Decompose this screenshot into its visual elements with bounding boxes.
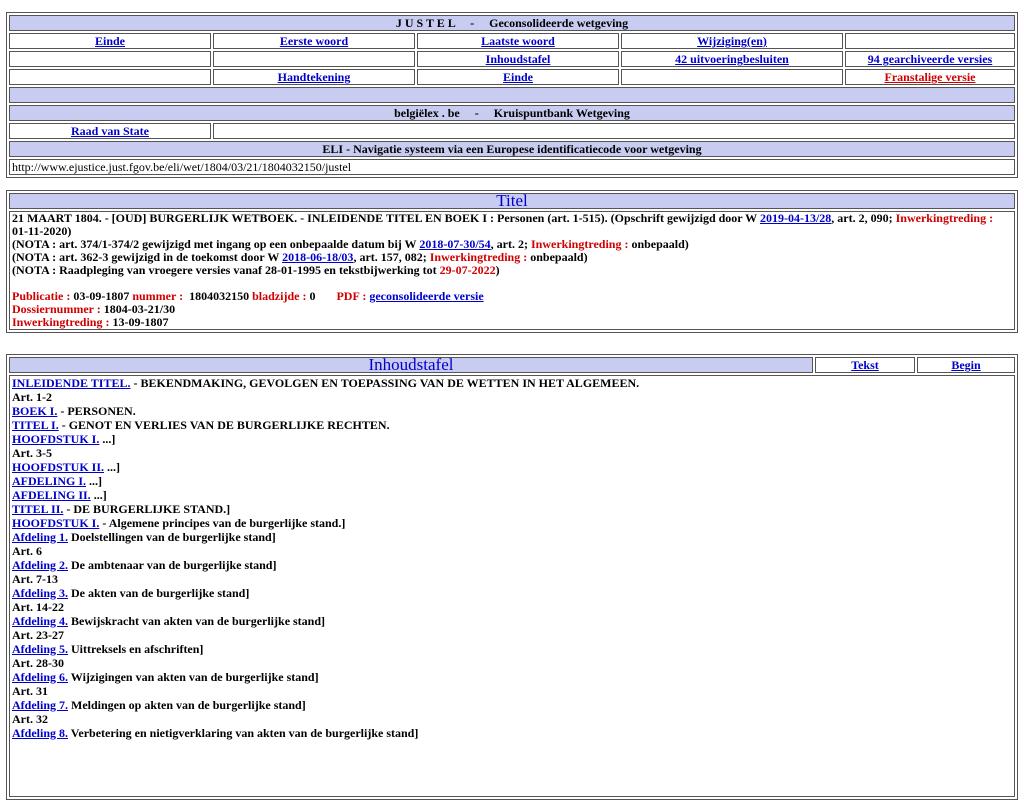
inwerkingtreding-label: Inwerkingtreding : bbox=[895, 211, 994, 225]
inwerkingtreding-label-2: Inwerkingtreding : bbox=[12, 315, 110, 329]
toc-item bbox=[12, 432, 1012, 446]
nav-laatste-woord[interactable]: Laatste woord bbox=[481, 34, 555, 48]
toc-item-text: De akten van de burgerlijke stand] bbox=[68, 586, 250, 600]
toc-item-link[interactable]: TITEL I. bbox=[12, 418, 59, 432]
nav-empty-cell bbox=[621, 69, 843, 85]
toc-article-range: Art. 14-22 bbox=[12, 600, 64, 614]
nav-einde[interactable]: Einde bbox=[94, 34, 125, 48]
toc-item-link[interactable]: AFDELING I. bbox=[12, 474, 87, 488]
toc-item bbox=[12, 488, 1012, 502]
nota3-date: 29-07-2022 bbox=[439, 263, 496, 277]
toc-item-text: ...] bbox=[86, 474, 103, 488]
toc-item-link[interactable]: Afdeling 4. bbox=[12, 614, 69, 628]
toc-article-range: Art. 28-30 bbox=[12, 656, 64, 670]
spacer-bar bbox=[9, 87, 1015, 103]
bladzijde-value: 0 bbox=[309, 289, 316, 303]
nav-eerste-woord[interactable]: Eerste woord bbox=[279, 34, 349, 48]
toc-item-text: Meldingen op akten van de burgerlijke stand] bbox=[68, 698, 306, 712]
publicatie-value: 03-09-1807 bbox=[73, 289, 130, 303]
toc-item-link[interactable]: Afdeling 2. bbox=[12, 558, 69, 572]
toc-item bbox=[12, 516, 1012, 530]
nota3-b: ) bbox=[495, 263, 500, 277]
toc-item bbox=[12, 530, 1012, 544]
titel-line1: 21 MAART 1804. - [OUD] BURGERLIJK WETBOEK. - INLEIDENDE TITEL EN BOEK I : Personen (art. 1-515). (Opschrift gewijzigd door W bbox=[12, 211, 757, 225]
nota1-b: , art. 2; bbox=[490, 237, 528, 251]
link-2018-07-30-54[interactable]: 2018-07-30/54 bbox=[419, 237, 491, 251]
toc-item bbox=[12, 586, 1012, 600]
nav-einde-2[interactable]: Einde bbox=[502, 70, 533, 84]
toc-item-link[interactable]: HOOFDSTUK II. bbox=[12, 460, 105, 474]
nav-empty-cell bbox=[845, 33, 1015, 49]
nav-empty-cell bbox=[9, 69, 211, 85]
nav-handtekening[interactable]: Handtekening bbox=[277, 70, 351, 84]
nota1-c: onbepaald) bbox=[631, 237, 689, 251]
toc-item-link[interactable]: HOOFDSTUK I. bbox=[12, 432, 100, 446]
bladzijde-label: bladzijde : bbox=[252, 289, 307, 303]
toc-item-link[interactable]: Afdeling 3. bbox=[12, 586, 69, 600]
nav-row-3 bbox=[9, 69, 1015, 85]
toc-item bbox=[12, 460, 1012, 474]
nav-row-1 bbox=[9, 33, 1015, 49]
toc-article-range: Art. 31 bbox=[12, 684, 48, 698]
nummer-label: nummer : bbox=[132, 289, 184, 303]
nav-franstalige-versie[interactable]: Franstalige versie bbox=[884, 70, 976, 84]
begin-link[interactable]: Begin bbox=[951, 358, 981, 372]
toc-item-text: Uittreksels en afschriften] bbox=[68, 642, 204, 656]
toc-item bbox=[12, 698, 1012, 712]
toc-item bbox=[12, 726, 1012, 740]
toc-item bbox=[12, 642, 1012, 656]
toc-article-range: Art. 7-13 bbox=[12, 572, 58, 586]
toc-list bbox=[9, 375, 1015, 797]
nota2-text: (NOTA : art. 362-3 gewijzigd in de toekomst door W bbox=[12, 250, 280, 264]
toc-item bbox=[12, 670, 1012, 684]
toc-item-link[interactable]: Afdeling 6. bbox=[12, 670, 69, 684]
belgielex-title: belgiëlex . be - Kruispuntbank Wetgeving bbox=[9, 105, 1015, 121]
dossiernummer-value: 1804-03-21/30 bbox=[103, 302, 176, 316]
nav-gearchiveerde-versies[interactable]: 94 gearchiveerde versies bbox=[867, 52, 993, 66]
pdf-label: PDF : bbox=[336, 289, 367, 303]
titel-heading: Titel bbox=[9, 193, 1015, 209]
link-2018-06-18-03[interactable]: 2018-06-18/03 bbox=[282, 250, 354, 264]
toc-item-text: ...] bbox=[90, 488, 107, 502]
titel-line1-c: 01-11-2020) bbox=[12, 224, 72, 238]
nummer-value: 1804032150 bbox=[189, 289, 250, 303]
toc-item-text: - DE BURGERLIJKE STAND.] bbox=[63, 502, 231, 516]
toc-item-link[interactable]: Afdeling 8. bbox=[12, 726, 69, 740]
toc-item-text: Verbetering en nietigverklaring van akten van de burgerlijke stand] bbox=[68, 726, 419, 740]
inwerkingtreding-value: 13-09-1807 bbox=[112, 315, 169, 329]
inwerkingtreding-label: Inwerkingtreding : bbox=[531, 237, 629, 251]
publicatie-label: Publicatie : bbox=[12, 289, 71, 303]
titel-table bbox=[6, 190, 1018, 333]
eli-url: http://www.ejustice.just.fgov.be/eli/wet/1804/03/21/1804032150/justel bbox=[9, 159, 1015, 175]
link-2019-04-13-28[interactable]: 2019-04-13/28 bbox=[759, 211, 832, 225]
toc-item-text: ...] bbox=[104, 460, 121, 474]
nav-empty-cell bbox=[9, 51, 211, 67]
tekst-link[interactable]: Tekst bbox=[851, 358, 879, 372]
toc-item-link[interactable]: HOOFDSTUK I. bbox=[12, 516, 100, 530]
toc-item-link[interactable]: Afdeling 7. bbox=[12, 698, 69, 712]
toc-item-text: Wijzigingen van akten van de burgerlijke stand] bbox=[68, 670, 319, 684]
toc-article-range: Art. 6 bbox=[12, 544, 42, 558]
toc-item-text: Doelstellingen van de burgerlijke stand] bbox=[68, 530, 276, 544]
justel-title: J U S T E L - Geconsolideerde wetgeving bbox=[9, 15, 1015, 31]
toc-item-text: - Algemene principes van de burgerlijke stand.] bbox=[99, 516, 346, 530]
nota2-b: , art. 157, 082; bbox=[353, 250, 427, 264]
pdf-geconsolideerde-versie-link[interactable]: geconsolideerde versie bbox=[369, 289, 484, 303]
inhoudstafel-table bbox=[6, 354, 1018, 800]
toc-item-link[interactable]: AFDELING II. bbox=[12, 488, 91, 502]
nota1-text: (NOTA : art. 374/1-374/2 gewijzigd met ingang op een onbepaalde datum bij W bbox=[12, 237, 417, 251]
toc-item bbox=[12, 418, 1012, 432]
nota2-c: onbepaald) bbox=[530, 250, 588, 264]
justel-header-table bbox=[6, 12, 1018, 178]
toc-item bbox=[12, 614, 1012, 628]
toc-item-text: - PERSONEN. bbox=[57, 404, 136, 418]
toc-item-link[interactable]: INLEIDENDE TITEL. bbox=[12, 376, 131, 390]
toc-item bbox=[12, 376, 1012, 390]
toc-item-text: Bewijskracht van akten van de burgerlijke stand] bbox=[68, 614, 326, 628]
dossiernummer-label: Dossiernummer : bbox=[12, 302, 101, 316]
toc-article-range: Art. 32 bbox=[12, 712, 48, 726]
toc-item bbox=[12, 502, 1012, 516]
nav-inhoudstafel[interactable]: Inhoudstafel bbox=[485, 52, 551, 66]
toc-item bbox=[12, 474, 1012, 488]
titel-line1-b: , art. 2, 090; bbox=[831, 211, 893, 225]
toc-item-link[interactable]: TITEL II. bbox=[12, 502, 64, 516]
toc-article-range: Art. 23-27 bbox=[12, 628, 64, 642]
inhoudstafel-heading: Inhoudstafel bbox=[9, 357, 813, 373]
inwerkingtreding-label: Inwerkingtreding : bbox=[429, 250, 528, 264]
raad-van-state-link[interactable]: Raad van State bbox=[70, 124, 149, 138]
toc-item bbox=[12, 558, 1012, 572]
nav-wijzigingen[interactable]: Wijziging(en) bbox=[697, 34, 767, 48]
toc-item-link[interactable]: Afdeling 1. bbox=[12, 530, 69, 544]
toc-item-text: De ambtenaar van de burgerlijke stand] bbox=[68, 558, 277, 572]
titel-body bbox=[9, 211, 1015, 330]
raad-empty-cell bbox=[213, 123, 1015, 139]
toc-item-link[interactable]: Afdeling 5. bbox=[12, 642, 69, 656]
toc-item bbox=[12, 404, 1012, 418]
toc-article-range: Art. 1-2 bbox=[12, 390, 52, 404]
nav-empty-cell bbox=[213, 51, 415, 67]
toc-item-text: ...] bbox=[99, 432, 116, 446]
toc-item-link[interactable]: BOEK I. bbox=[12, 404, 58, 418]
nota3-text: (NOTA : Raadpleging van vroegere versies vanaf 28-01-1995 en tekstbijwerking tot bbox=[12, 263, 437, 277]
toc-article-range: Art. 3-5 bbox=[12, 446, 52, 460]
toc-item-text: - GENOT EN VERLIES VAN DE BURGERLIJKE RECHTEN. bbox=[58, 418, 390, 432]
eli-title: ELI - Navigatie systeem via een Europese identificatiecode voor wetgeving bbox=[9, 141, 1015, 157]
nav-row-2 bbox=[9, 51, 1015, 67]
nav-uitvoeringbesluiten[interactable]: 42 uitvoeringbesluiten bbox=[675, 52, 789, 66]
toc-item-text: - BEKENDMAKING, GEVOLGEN EN TOEPASSING VAN DE WETTEN IN HET ALGEMEEN. bbox=[130, 376, 640, 390]
